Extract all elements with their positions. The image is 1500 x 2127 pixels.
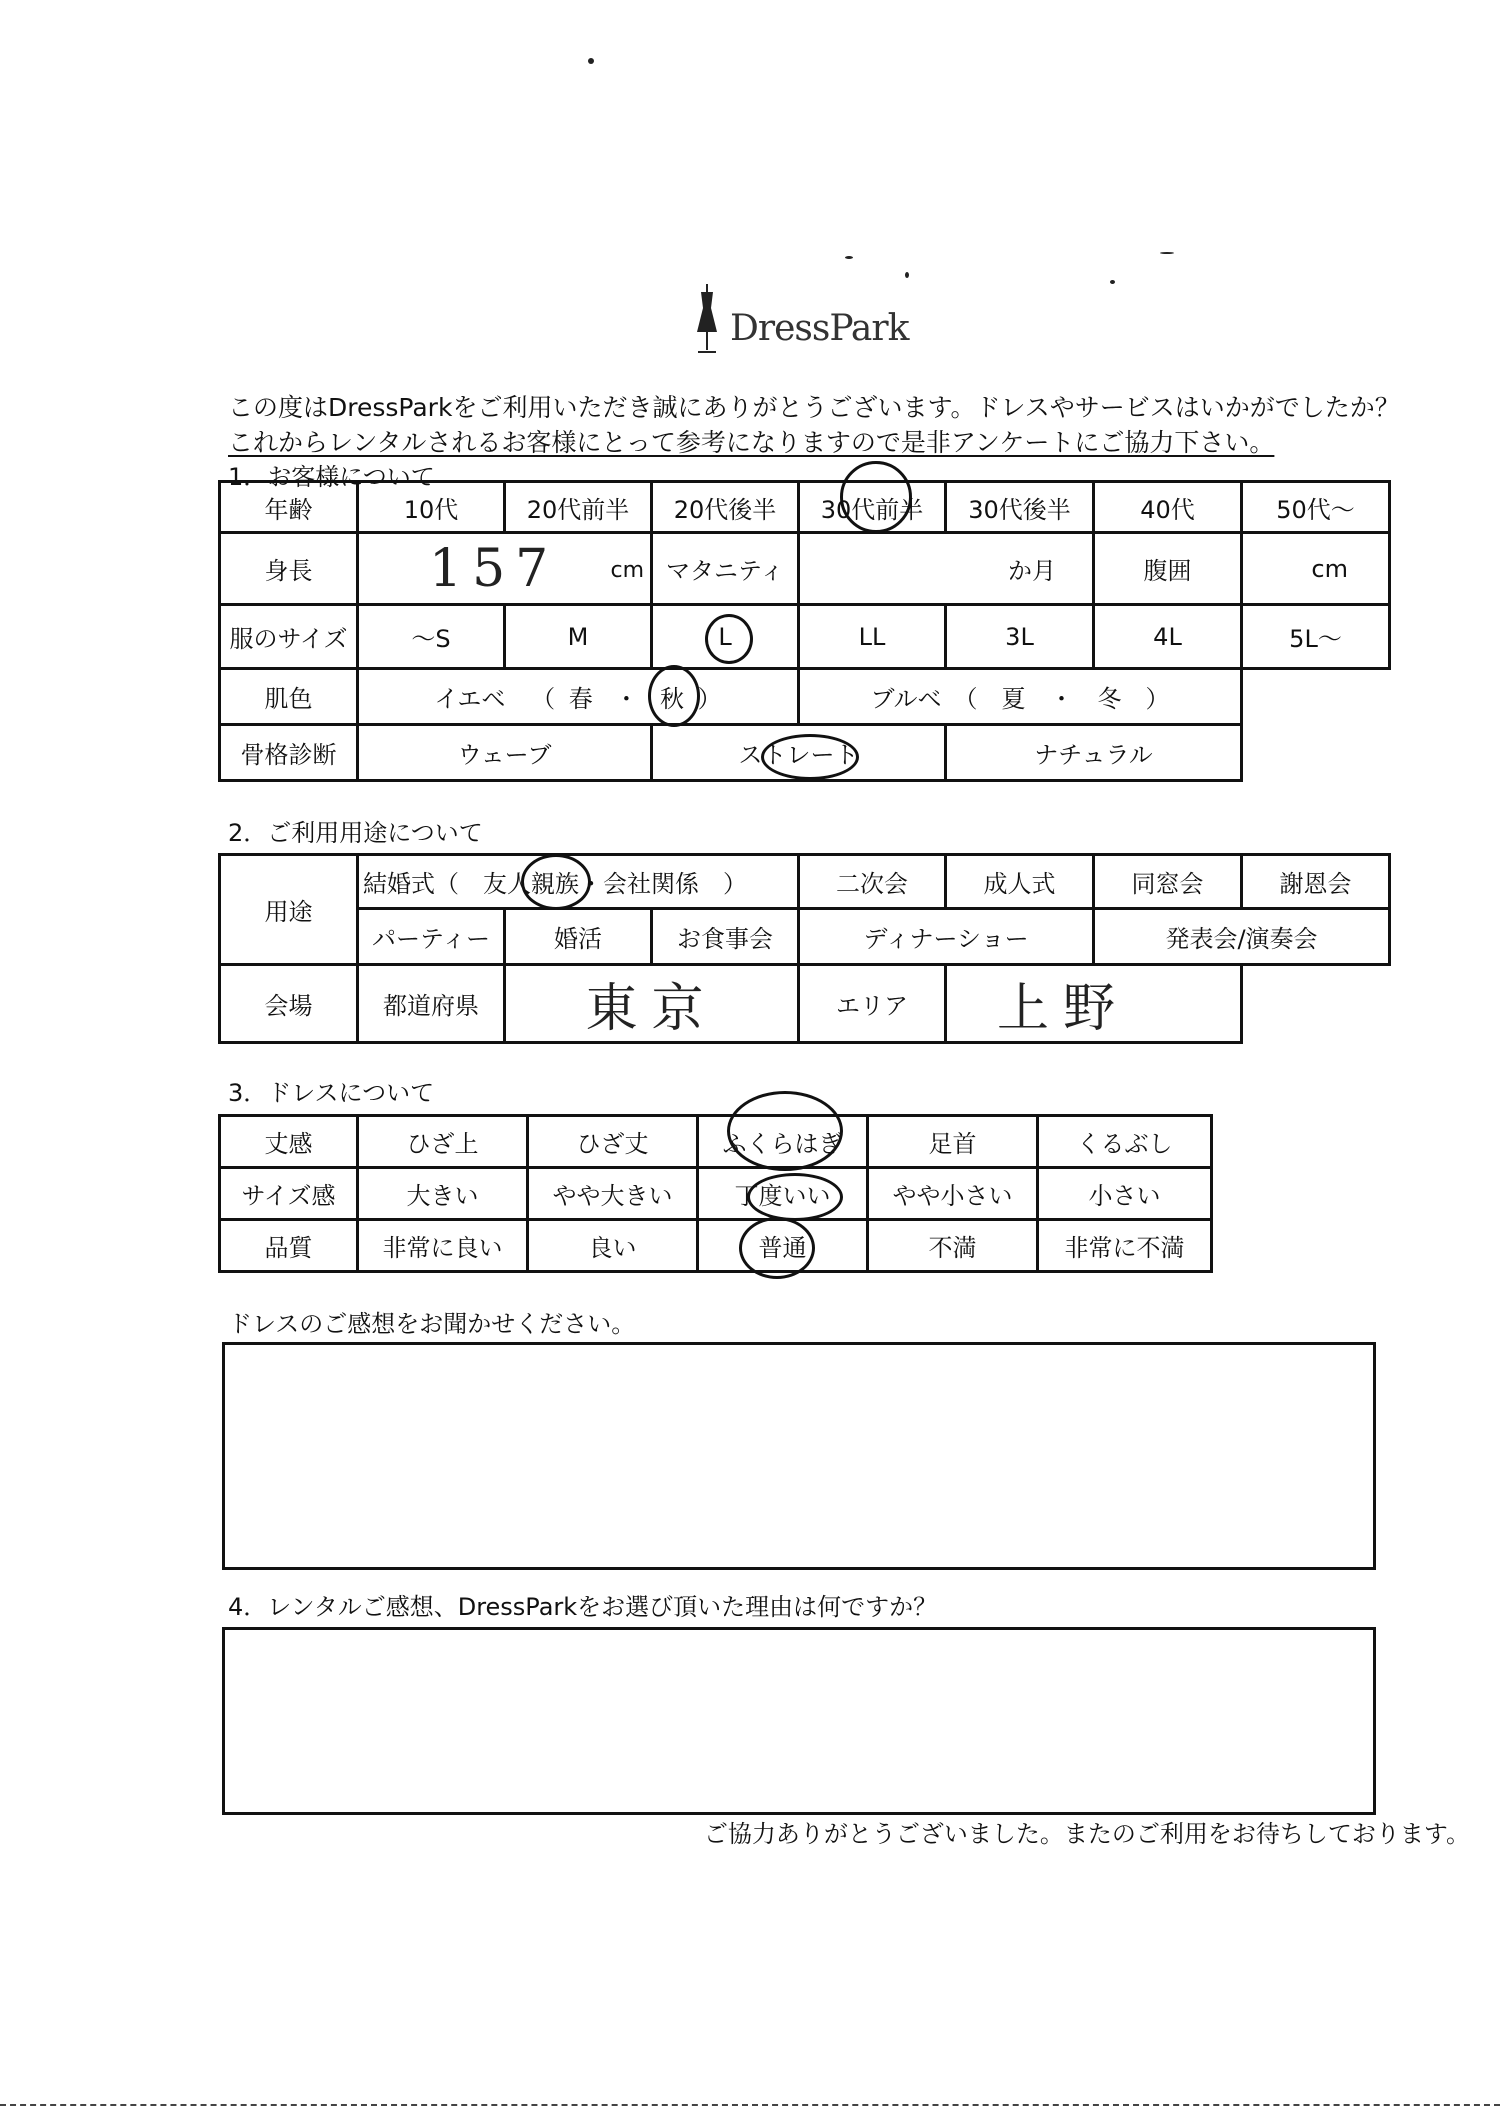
dress-table <box>218 1114 1213 1273</box>
fit-option[interactable]: 小さい <box>1038 1168 1212 1220</box>
yellow-base-label: イエベ <box>434 685 506 713</box>
venue-label: 会場 <box>220 965 358 1043</box>
purpose-row-2 <box>220 909 1390 965</box>
quality-option-selected[interactable] <box>698 1220 868 1272</box>
separator-dot: ・ <box>614 685 639 713</box>
area-value: 上野 <box>997 979 1130 1039</box>
purpose-table <box>218 853 1391 1044</box>
fit-option[interactable]: やや大きい <box>528 1168 698 1220</box>
maternity-field[interactable] <box>799 533 1094 605</box>
purpose-option[interactable]: 婚活 <box>505 909 652 965</box>
thanks-message: ご協力ありがとうございました。またのご利用をお待ちしております。 <box>703 1820 1470 1848</box>
height-unit: cm <box>610 558 644 583</box>
age-row <box>220 482 1390 533</box>
dress-row <box>220 1168 1212 1220</box>
length-option-text: ふくらはぎ <box>722 1130 843 1158</box>
fit-option[interactable]: やや小さい <box>868 1168 1038 1220</box>
quality-option[interactable]: 良い <box>528 1220 698 1272</box>
intro-line-1: この度はDressParkをご利用いただき誠にありがとうございます。ドレスやサービスはいかがでしたか？ <box>228 393 1400 422</box>
age-option-text: 30代前半 <box>820 495 924 524</box>
scan-speck <box>845 256 853 259</box>
section-1-heading: 1．お客様について <box>228 463 435 491</box>
prefecture-value: 東京 <box>585 979 718 1039</box>
length-option[interactable]: 足首 <box>868 1116 1038 1168</box>
section-2-heading: 2．ご利用用途について <box>228 819 483 847</box>
section-4-heading: 4．レンタルご感想、DressParkをお選び頂いた理由は何ですか？ <box>228 1593 938 1621</box>
purpose-label: 用途 <box>220 855 358 965</box>
height-row <box>220 533 1390 605</box>
length-option[interactable]: くるぶし <box>1038 1116 1212 1168</box>
purpose-option[interactable]: 発表会/演奏会 <box>1094 909 1390 965</box>
fit-label: サイズ感 <box>220 1168 358 1220</box>
frame-row <box>220 725 1390 781</box>
dress-row <box>220 1220 1212 1272</box>
relatives-text: 親族 <box>531 870 579 898</box>
dress-row <box>220 1116 1212 1168</box>
size-option[interactable]: 5L～ <box>1242 605 1390 669</box>
fit-option-selected[interactable] <box>698 1168 868 1220</box>
purpose-option[interactable]: パーティー <box>358 909 505 965</box>
size-option-text: L <box>718 622 732 651</box>
size-option[interactable]: 3L <box>946 605 1094 669</box>
waist-unit: cm <box>1311 554 1348 583</box>
quality-option[interactable]: 非常に不満 <box>1038 1220 1212 1272</box>
skin-autumn: 秋 <box>659 685 684 713</box>
length-option[interactable]: ひざ丈 <box>528 1116 698 1168</box>
age-option[interactable]: 10代 <box>358 482 505 533</box>
frame-label: 骨格診断 <box>220 725 358 781</box>
frame-option[interactable]: ナチュラル <box>946 725 1242 781</box>
maternity-label: マタニティ <box>652 533 799 605</box>
venue-row <box>220 965 1390 1043</box>
purpose-row-1 <box>220 855 1390 909</box>
frame-option-selected[interactable] <box>652 725 946 781</box>
scan-speck <box>1160 252 1174 254</box>
quality-option[interactable]: 非常に良い <box>358 1220 528 1272</box>
dress-comment-box[interactable] <box>222 1342 1376 1570</box>
relatives-selected[interactable] <box>531 864 579 899</box>
frame-option-text: ストレート <box>738 741 859 769</box>
waist-field[interactable] <box>1242 533 1390 605</box>
section-3-heading: 3．ドレスについて <box>228 1079 435 1107</box>
waist-label: 腹囲 <box>1094 533 1242 605</box>
purpose-option[interactable]: お食事会 <box>652 909 799 965</box>
purpose-option[interactable]: ディナーショー <box>799 909 1094 965</box>
size-option[interactable]: M <box>505 605 652 669</box>
paren-open: （ <box>531 685 556 713</box>
skin-row <box>220 669 1390 725</box>
purpose-option[interactable]: 成人式 <box>946 855 1094 909</box>
purpose-option[interactable]: 謝恩会 <box>1242 855 1390 909</box>
skin-autumn-selected[interactable] <box>660 679 684 714</box>
skin-yellow[interactable] <box>358 669 799 725</box>
prefecture-label: 都道府県 <box>358 965 505 1043</box>
area-field[interactable] <box>946 965 1242 1043</box>
paren-close: ） <box>697 685 722 713</box>
frame-option[interactable]: ウェーブ <box>358 725 652 781</box>
size-option-selected[interactable] <box>652 605 799 669</box>
size-label: 服のサイズ <box>220 605 358 669</box>
size-option[interactable]: ～S <box>358 605 505 669</box>
skin-spring[interactable]: 春 <box>568 685 593 713</box>
size-row <box>220 605 1390 669</box>
empty-cell <box>1242 669 1390 725</box>
size-option[interactable]: LL <box>799 605 946 669</box>
fit-option[interactable]: 大きい <box>358 1168 528 1220</box>
area-label: エリア <box>799 965 946 1043</box>
age-label: 年齢 <box>220 482 358 533</box>
age-option[interactable]: 50代～ <box>1242 482 1390 533</box>
page-bottom-line <box>0 2104 1500 2106</box>
age-option[interactable]: 30代後半 <box>946 482 1094 533</box>
quality-option-text: 普通 <box>758 1234 807 1262</box>
fit-option-text: 丁度いい <box>734 1182 831 1210</box>
customer-table <box>218 480 1391 782</box>
age-option[interactable]: 20代後半 <box>652 482 799 533</box>
intro-line-2: これからレンタルされるお客様にとって参考になりますので是非アンケートにご協力下さい。 <box>228 428 1275 457</box>
length-label: 丈感 <box>220 1116 358 1168</box>
prefecture-field[interactable] <box>505 965 799 1043</box>
height-value: 157 <box>429 538 559 599</box>
scan-speck <box>905 272 909 278</box>
quality-label: 品質 <box>220 1220 358 1272</box>
purpose-option[interactable]: 二次会 <box>799 855 946 909</box>
age-option[interactable]: 40代 <box>1094 482 1242 533</box>
wedding-option[interactable] <box>358 855 799 909</box>
purpose-option[interactable]: 同窓会 <box>1094 855 1242 909</box>
age-option-selected[interactable] <box>799 482 946 533</box>
height-label: 身長 <box>220 533 358 605</box>
scan-speck <box>588 58 594 64</box>
empty-cell <box>1242 965 1390 1043</box>
empty-cell <box>1242 725 1390 781</box>
logo-text: DressPark <box>730 308 909 349</box>
quality-option[interactable]: 不満 <box>868 1220 1038 1272</box>
maternity-unit: か月 <box>1008 557 1056 585</box>
scan-speck <box>1110 280 1115 284</box>
length-option[interactable]: ひざ上 <box>358 1116 528 1168</box>
wedding-suffix: ・会社関係 ） <box>579 870 747 898</box>
dress-comment-prompt: ドレスのご感想をお聞かせください。 <box>228 1310 636 1338</box>
skin-blue[interactable]: ブルベ （ 夏 ・ 冬 ） <box>799 669 1242 725</box>
skin-label: 肌色 <box>220 669 358 725</box>
age-option[interactable]: 20代前半 <box>505 482 652 533</box>
dress-mannequin-icon <box>690 282 724 362</box>
length-option-selected[interactable] <box>698 1116 868 1168</box>
dresspark-logo <box>690 282 930 362</box>
wedding-prefix: 結婚式（ 友人 <box>363 870 531 898</box>
rental-comment-box[interactable] <box>222 1627 1376 1815</box>
size-option[interactable]: 4L <box>1094 605 1242 669</box>
height-field[interactable] <box>358 533 652 605</box>
